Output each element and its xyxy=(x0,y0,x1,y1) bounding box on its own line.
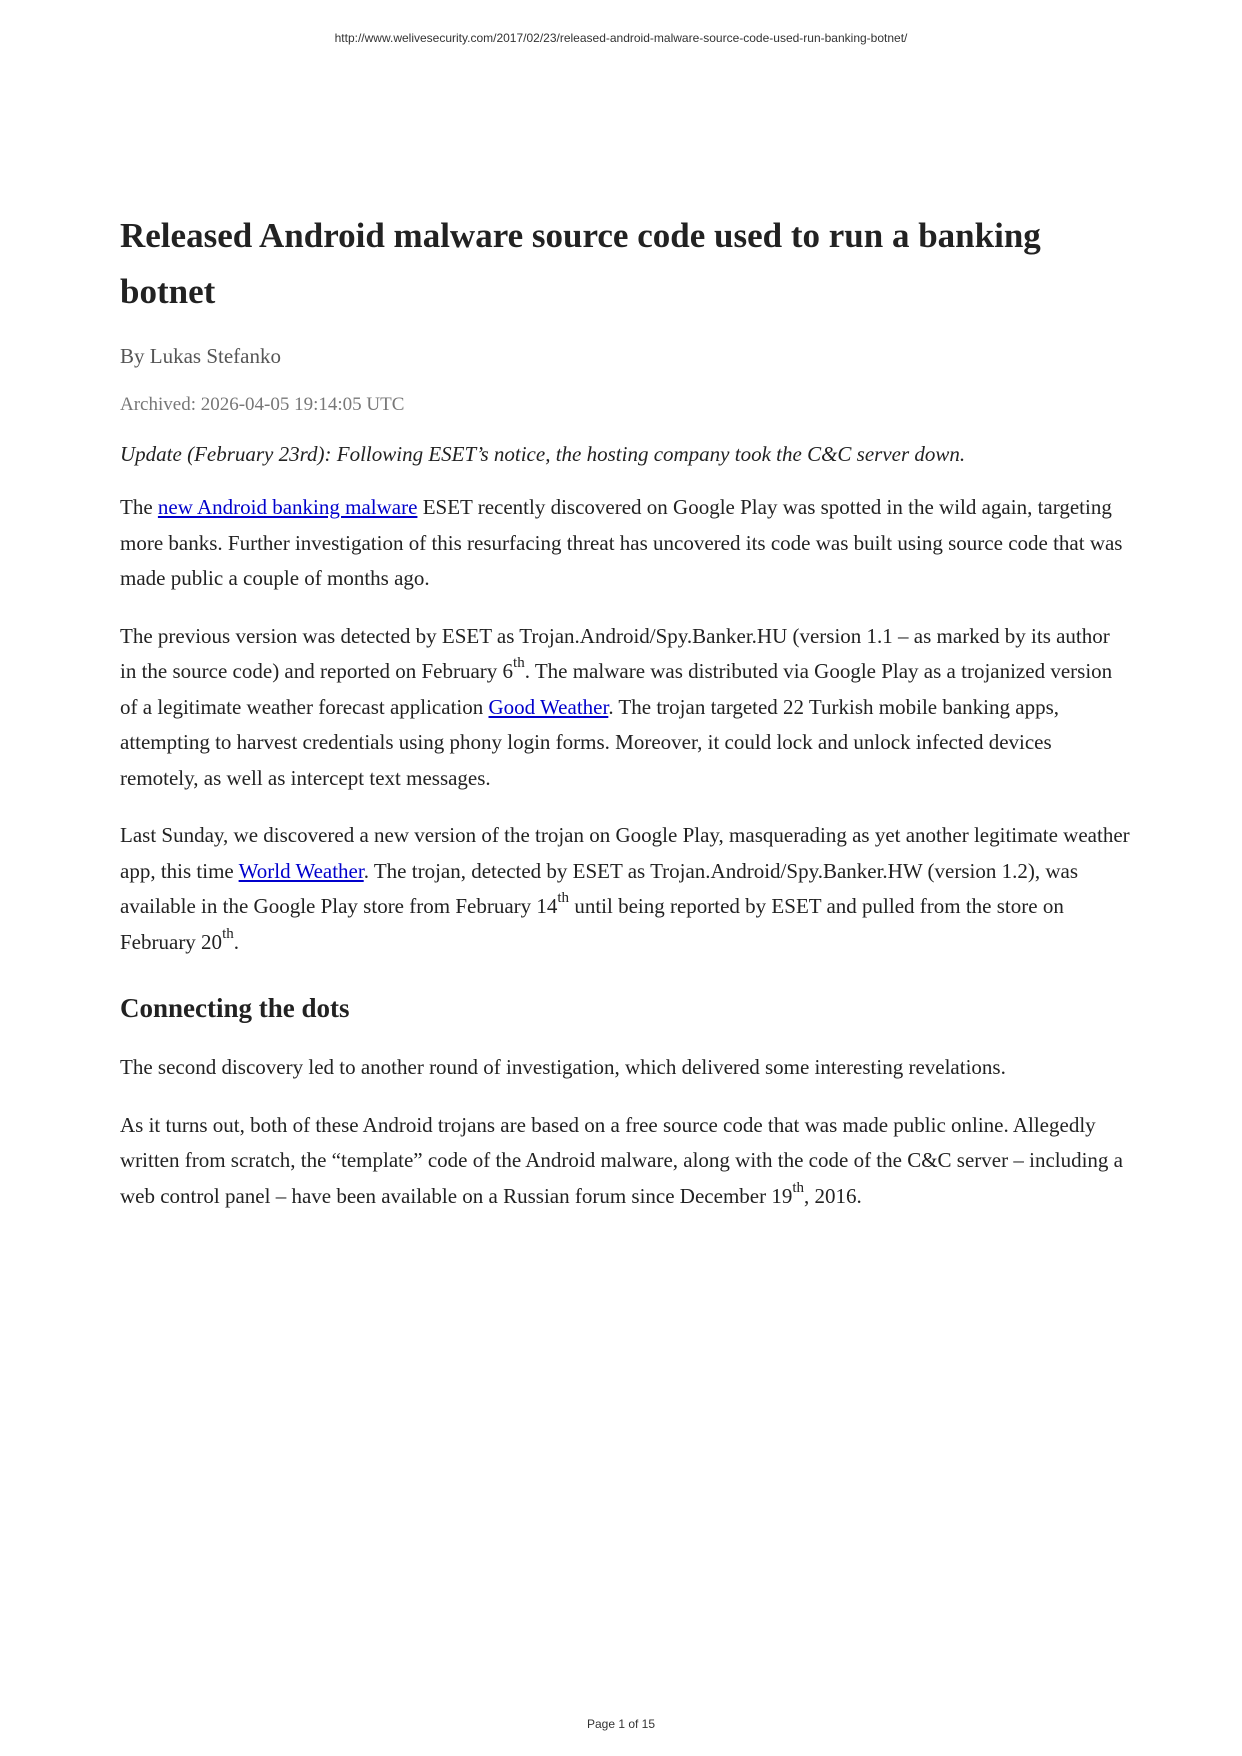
paragraph-4: The second discovery led to another round of investigation, which delivered some interesting revelations. xyxy=(120,1055,1006,1079)
paragraph-2 xyxy=(120,619,1130,797)
good-weather-link[interactable]: Good Weather xyxy=(488,694,609,719)
paragraph-text: . The trojan targeted 22 Turkish mobile banking apps, attempting to harvest credentials using phony login forms. Moreover, it could lock and unlock infected devices remotely, as well as intercept text messages. xyxy=(120,694,1059,790)
paragraph-5 xyxy=(120,1108,1130,1215)
paragraph-text: until being reported by ESET and pulled from the store on February 20 xyxy=(120,894,1064,954)
paragraph-text: , 2016. xyxy=(804,1183,862,1208)
paragraph-text: The previous version was detected by ESET as Trojan.Android/Spy.Banker.HU (version 1.1 – as marked by its author in the source code) and reported on February 6 xyxy=(120,623,1110,683)
article-title: Released Android malware source code used to run a banking botnet xyxy=(120,216,1041,311)
paragraph-1 xyxy=(120,490,1130,597)
paragraph-text: As it turns out, both of these Android trojans are based on a free source code that was made public online. Allegedly written from scratch, the “template” code of the Android malware, along with the code of the C&C server – including a web control panel – have been available on a Russian forum since December 19 xyxy=(120,1112,1124,1208)
paragraph-text: ESET recently discovered on Google Play was spotted in the wild again, targeting more banks. Further investigation of this resurfacing threat has uncovered its code was built using source code that was made public a couple of months ago. xyxy=(120,495,1123,590)
paragraph-text: . The trojan, detected by ESET as Trojan.Android/Spy.Banker.HW (version 1.2), was available in the Google Play store from February 14 xyxy=(120,858,1079,918)
new-android-banking-malware-link[interactable]: new Android banking malware xyxy=(157,495,418,519)
paragraph-text: Last Sunday, we discovered a new version of the trojan on Google Play, masquerading as yet another legitimate weather app, this time xyxy=(120,823,1130,883)
update-notice: Update (February 23rd): Following ESET’s notice, the hosting company took the C&C server down. xyxy=(120,442,966,466)
source-url: http://www.welivesecurity.com/2017/02/23/released-android-malware-source-code-used-run-banking-botnet/ xyxy=(334,31,908,45)
ordinal-suffix: th xyxy=(222,925,234,942)
paragraph-text: . xyxy=(233,929,239,954)
archived-timestamp: Archived: 2026-04-05 19:14:05 UTC xyxy=(120,394,405,415)
paragraph-text: The xyxy=(120,495,158,519)
paragraph-text: . The malware was distributed via Google Play as a trojanized version of a legitimate weather forecast application xyxy=(120,659,1113,719)
paragraph-3 xyxy=(120,818,1130,960)
world-weather-link[interactable]: World Weather xyxy=(238,858,364,883)
author-byline: By Lukas Stefanko xyxy=(120,344,281,368)
page-number: Page 1 of 15 xyxy=(586,1717,656,1731)
article xyxy=(120,208,1130,1214)
section-heading: Connecting the dots xyxy=(120,993,350,1023)
ordinal-suffix: th xyxy=(557,890,570,906)
ordinal-suffix: th xyxy=(513,655,525,671)
ordinal-suffix: th xyxy=(792,1179,805,1196)
